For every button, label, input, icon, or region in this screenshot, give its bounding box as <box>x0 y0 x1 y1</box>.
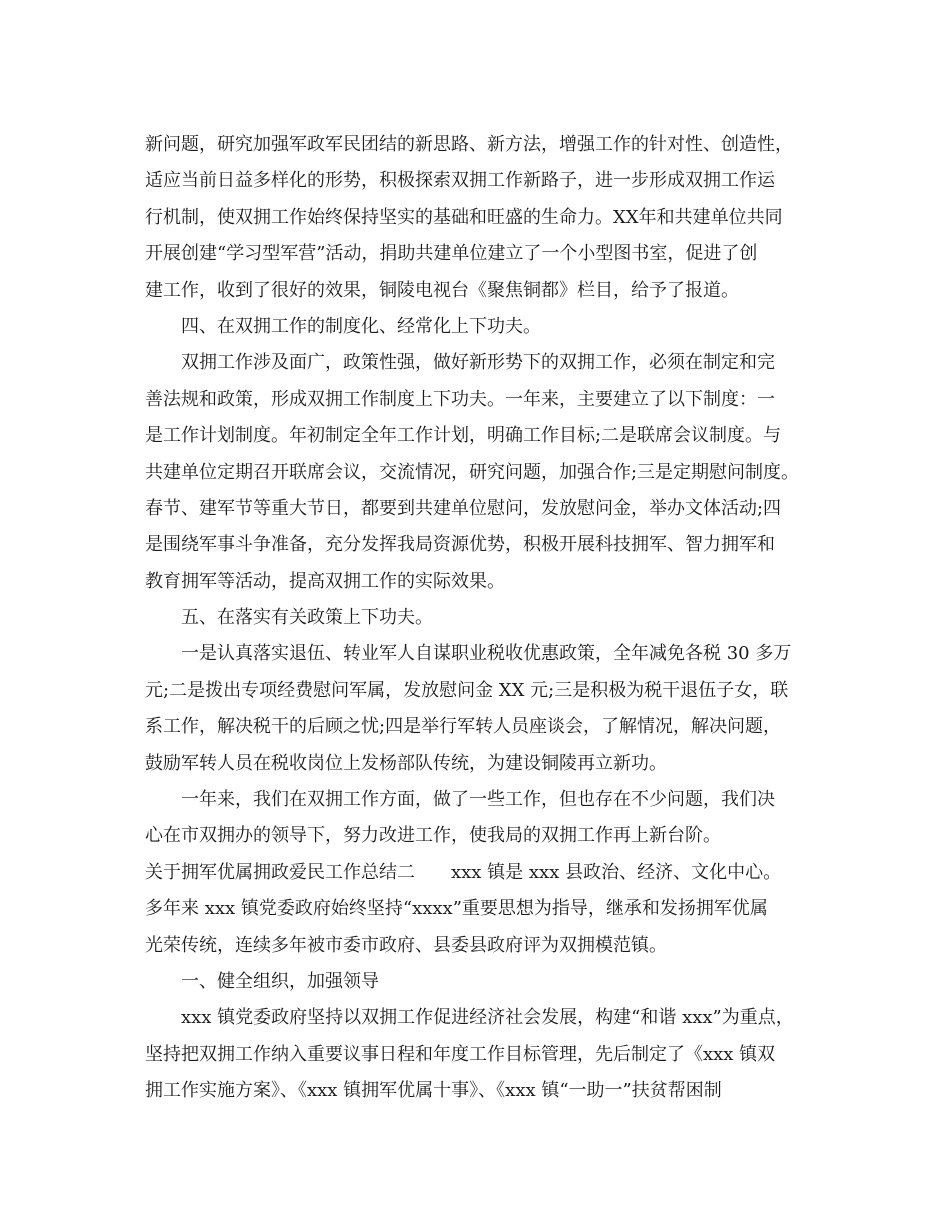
text-line: 心在市双拥办的领导下，努力改进工作，使我局的双拥工作再上新台阶。 <box>145 825 721 847</box>
text-line: 善法规和政策，形成双拥工作制度上下功夫。一年来，主要建立了以下制度：一 <box>145 388 775 410</box>
text-line: 行机制，使双拥工作始终保持坚实的基础和旺盛的生命力。XX年和共建单位共同 <box>145 206 783 228</box>
text-line: 开展创建“学习型军营”活动，捐助共建单位建立了一个小型图书室，促进了创 <box>145 243 758 265</box>
text-line: xxx 镇党委政府坚持以双拥工作促进经济社会发展，构建“和谐 xxx”为重点， <box>181 1007 794 1029</box>
text-line: 教育拥军等活动，提高双拥工作的实际效果。 <box>145 570 505 592</box>
text-line: 建工作，收到了很好的效果，铜陵电视台《聚焦铜都》栏目，给予了报道。 <box>145 279 739 301</box>
text-line: 鼓励军转人员在税收岗位上发杨部队传统，为建设铜陵再立新功。 <box>145 752 667 774</box>
text-line: 共建单位定期召开联席会议，交流情况，研究问题，加强合作;三是定期慰问制度。 <box>145 461 800 483</box>
text-line: 五、在落实有关政策上下功夫。 <box>181 607 433 629</box>
text-line: 新问题，研究加强军政军民团结的新思路、新方法，增强工作的针对性、创造性， <box>145 134 793 155</box>
text-line: 一、健全组织，加强领导 <box>181 970 379 992</box>
text-line: 坚持把双拥工作纳入重要议事日程和年度工作目标管理，先后制定了《xxx 镇双 <box>145 1043 776 1065</box>
text-line: 元;二是拨出专项经费慰问军属，发放慰问金 XX 元;三是积极为税干退伍子女，联 <box>145 679 789 701</box>
text-line: 一是认真落实退伍、转业军人自谋职业税收优惠政策，全年减免各税 30 多万 <box>181 643 792 665</box>
text-line: 多年来 xxx 镇党委政府始终坚持“xxxx”重要思想为指导，继承和发扬拥军优属 <box>145 898 768 920</box>
text-line: 光荣传统，连续多年被市委市政府、县委县政府评为双拥模范镇。 <box>145 934 667 956</box>
text-line: 是工作计划制度。年初制定全年工作计划，明确工作目标;二是联席会议制度。与 <box>145 425 782 447</box>
text-line: 适应当前日益多样化的形势，积极探索双拥工作新路子，进一步形成双拥工作运 <box>145 170 775 192</box>
text-line: 拥工作实施方案》、《xxx 镇拥军优属十事》、《xxx 镇“一助一”扶贫帮困制 <box>145 1080 722 1102</box>
text-line: 是围绕军事斗争准备，充分发挥我局资源优势，积极开展科技拥军、智力拥军和 <box>145 534 775 556</box>
text-line: 四、在双拥工作的制度化、经常化上下功夫。 <box>181 315 541 337</box>
text-line: 系工作，解决税干的后顾之忧;四是举行军转人员座谈会，了解情况，解决问题， <box>145 716 782 738</box>
text-line: 一年来，我们在双拥工作方面，做了一些工作，但也存在不少问题，我们决 <box>181 789 775 811</box>
text-line: 双拥工作涉及面广，政策性强，做好新形势下的双拥工作，必须在制定和完 <box>181 352 775 374</box>
document-body <box>145 127 825 1110</box>
text-line: 关于拥军优属拥政爱民工作总结二 xxx 镇是 xxx 县政治、经济、文化中心。 <box>145 861 782 883</box>
text-line: 春节、建军节等重大节日，都要到共建单位慰问，发放慰问金，举办文体活动;四 <box>145 497 782 519</box>
